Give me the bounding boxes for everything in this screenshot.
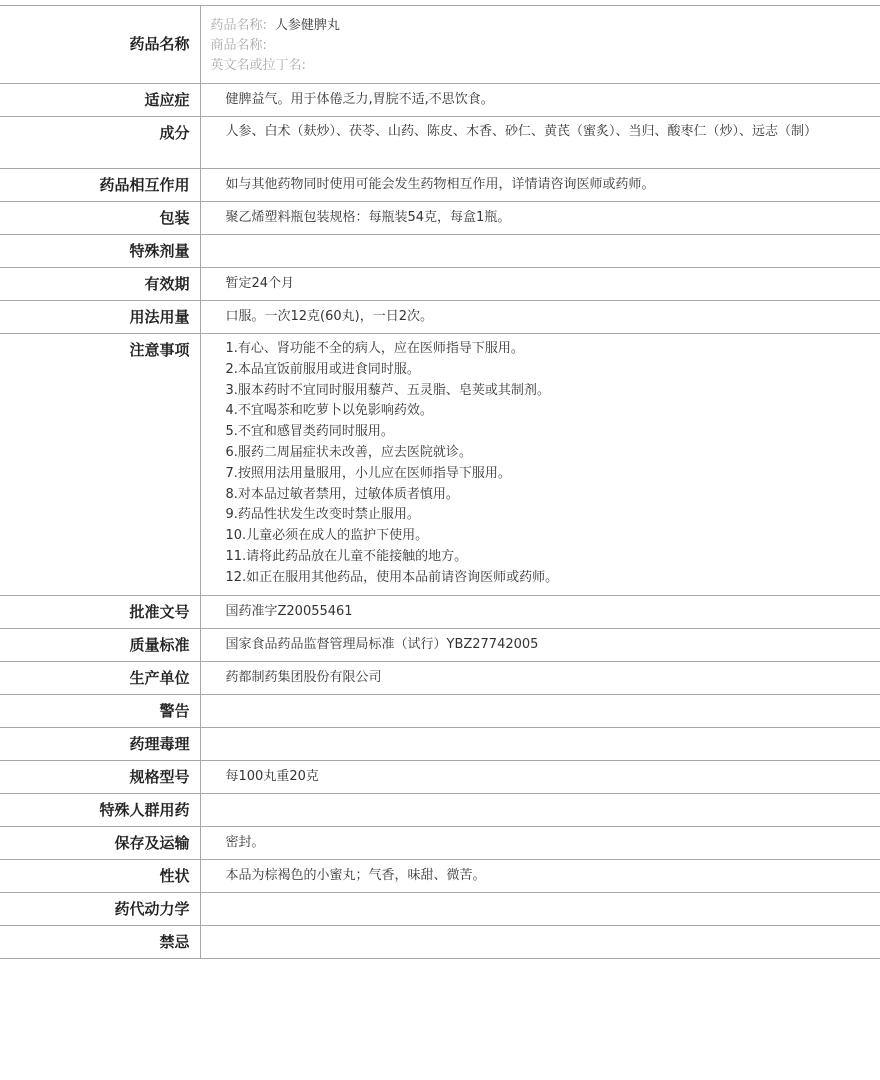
- caution-item: 12.如正在服用其他药品，使用本品前请咨询医师或药师。: [225, 569, 559, 585]
- row-label-indication: 适应症: [0, 84, 200, 117]
- caution-item: 9.药品性状发生改变时禁止服用。: [225, 507, 420, 523]
- row-drug-name: [0, 6, 880, 84]
- row-ingredients: [0, 117, 880, 169]
- row-value-drug-name: [200, 6, 880, 84]
- row-label-pharmacokinetics: 药代动力学: [0, 893, 200, 926]
- row-special-dosage: [0, 235, 880, 268]
- row-cautions: [0, 334, 880, 596]
- generic-name-key: 药品名称:: [210, 18, 267, 33]
- english-name-line: [211, 56, 871, 76]
- row-label-properties: 性状: [0, 860, 200, 893]
- row-interactions: [0, 169, 880, 202]
- english-name-key: 英文名或拉丁名:: [210, 58, 306, 73]
- row-label-specification: 规格型号: [0, 761, 200, 794]
- caution-item: 2.本品宜饭前服用或进食同时服。: [225, 361, 420, 377]
- caution-item: 6.服药二周届症状未改善，应去医院就诊。: [225, 444, 472, 460]
- row-label-drug-name: 药品名称: [0, 6, 200, 84]
- row-contraindications: [0, 926, 880, 959]
- row-value-approval: 国药准字Z20055461: [200, 596, 880, 629]
- row-label-special-dosage: 特殊剂量: [0, 235, 200, 268]
- row-properties: [0, 860, 880, 893]
- row-value-toxicology: [200, 728, 880, 761]
- caution-item: 4.不宜喝茶和吃萝卜以免影响药效。: [225, 403, 433, 419]
- row-value-pharmacokinetics: [200, 893, 880, 926]
- row-value-cautions: [200, 334, 880, 596]
- caution-item: 5.不宜和感冒类药同时服用。: [225, 424, 394, 440]
- row-label-ingredients: 成分: [0, 117, 200, 169]
- caution-item: 10.儿童必须在成人的监护下使用。: [225, 528, 429, 544]
- row-value-ingredients: 人参、白术（麸炒）、茯苓、山药、陈皮、木香、砂仁、黄芪（蜜炙）、当归、酸枣仁（炒）、远志（制）: [200, 117, 880, 169]
- row-label-contraindications: 禁忌: [0, 926, 200, 959]
- row-value-quality-standard: 国家食品药品监督管理局标准（试行）YBZ27742005: [200, 629, 880, 662]
- row-value-interactions: 如与其他药物同时使用可能会发生药物相互作用，详情请咨询医师或药师。: [200, 169, 880, 202]
- row-label-warning: 警告: [0, 695, 200, 728]
- row-special-population: [0, 794, 880, 827]
- row-value-specification: 每100丸重20克: [200, 761, 880, 794]
- generic-name-value: 人参健脾丸: [274, 18, 340, 33]
- row-indication: [0, 84, 880, 117]
- generic-name-line: [211, 16, 871, 36]
- row-label-approval: 批准文号: [0, 596, 200, 629]
- row-value-manufacturer: 药都制药集团股份有限公司: [200, 662, 880, 695]
- row-manufacturer: [0, 662, 880, 695]
- row-value-properties: 本品为棕褐色的小蜜丸；气香，味甜、微苦。: [200, 860, 880, 893]
- row-packaging: [0, 202, 880, 235]
- row-label-usage: 用法用量: [0, 301, 200, 334]
- row-specification: [0, 761, 880, 794]
- row-approval: [0, 596, 880, 629]
- row-label-cautions: 注意事项: [0, 334, 200, 596]
- row-warning: [0, 695, 880, 728]
- caution-item: 1.有心、肾功能不全的病人，应在医师指导下服用。: [225, 341, 524, 356]
- trade-name-line: [211, 36, 871, 56]
- trade-name-key: 商品名称:: [210, 38, 267, 53]
- row-label-special-population: 特殊人群用药: [0, 794, 200, 827]
- row-value-validity: 暂定24个月: [200, 268, 880, 301]
- row-value-indication: 健脾益气。用于体倦乏力,胃脘不适,不思饮食。: [200, 84, 880, 117]
- row-value-special-population: [200, 794, 880, 827]
- row-toxicology: [0, 728, 880, 761]
- row-label-storage: 保存及运输: [0, 827, 200, 860]
- row-label-validity: 有效期: [0, 268, 200, 301]
- row-value-storage: 密封。: [200, 827, 880, 860]
- drug-spec-table: [0, 5, 880, 959]
- row-value-usage: 口服。一次12克(60丸)，一日2次。: [200, 301, 880, 334]
- row-value-warning: [200, 695, 880, 728]
- row-pharmacokinetics: [0, 893, 880, 926]
- row-quality-standard: [0, 629, 880, 662]
- caution-item: 8.对本品过敏者禁用，过敏体质者慎用。: [225, 486, 459, 502]
- row-value-contraindications: [200, 926, 880, 959]
- row-validity: [0, 268, 880, 301]
- caution-item: 7.按照用法用量服用，小儿应在医师指导下服用。: [225, 465, 511, 481]
- row-label-quality-standard: 质量标准: [0, 629, 200, 662]
- row-usage: [0, 301, 880, 334]
- row-label-toxicology: 药理毒理: [0, 728, 200, 761]
- caution-item: 3.服本药时不宜同时服用藜芦、五灵脂、皂荚或其制剂。: [225, 382, 550, 398]
- row-label-packaging: 包装: [0, 202, 200, 235]
- row-value-special-dosage: [200, 235, 880, 268]
- row-value-packaging: 聚乙烯塑料瓶包装规格：每瓶装54克，每盒1瓶。: [200, 202, 880, 235]
- row-label-interactions: 药品相互作用: [0, 169, 200, 202]
- caution-item: 11.请将此药品放在儿童不能接触的地方。: [225, 548, 468, 564]
- row-label-manufacturer: 生产单位: [0, 662, 200, 695]
- row-storage: [0, 827, 880, 860]
